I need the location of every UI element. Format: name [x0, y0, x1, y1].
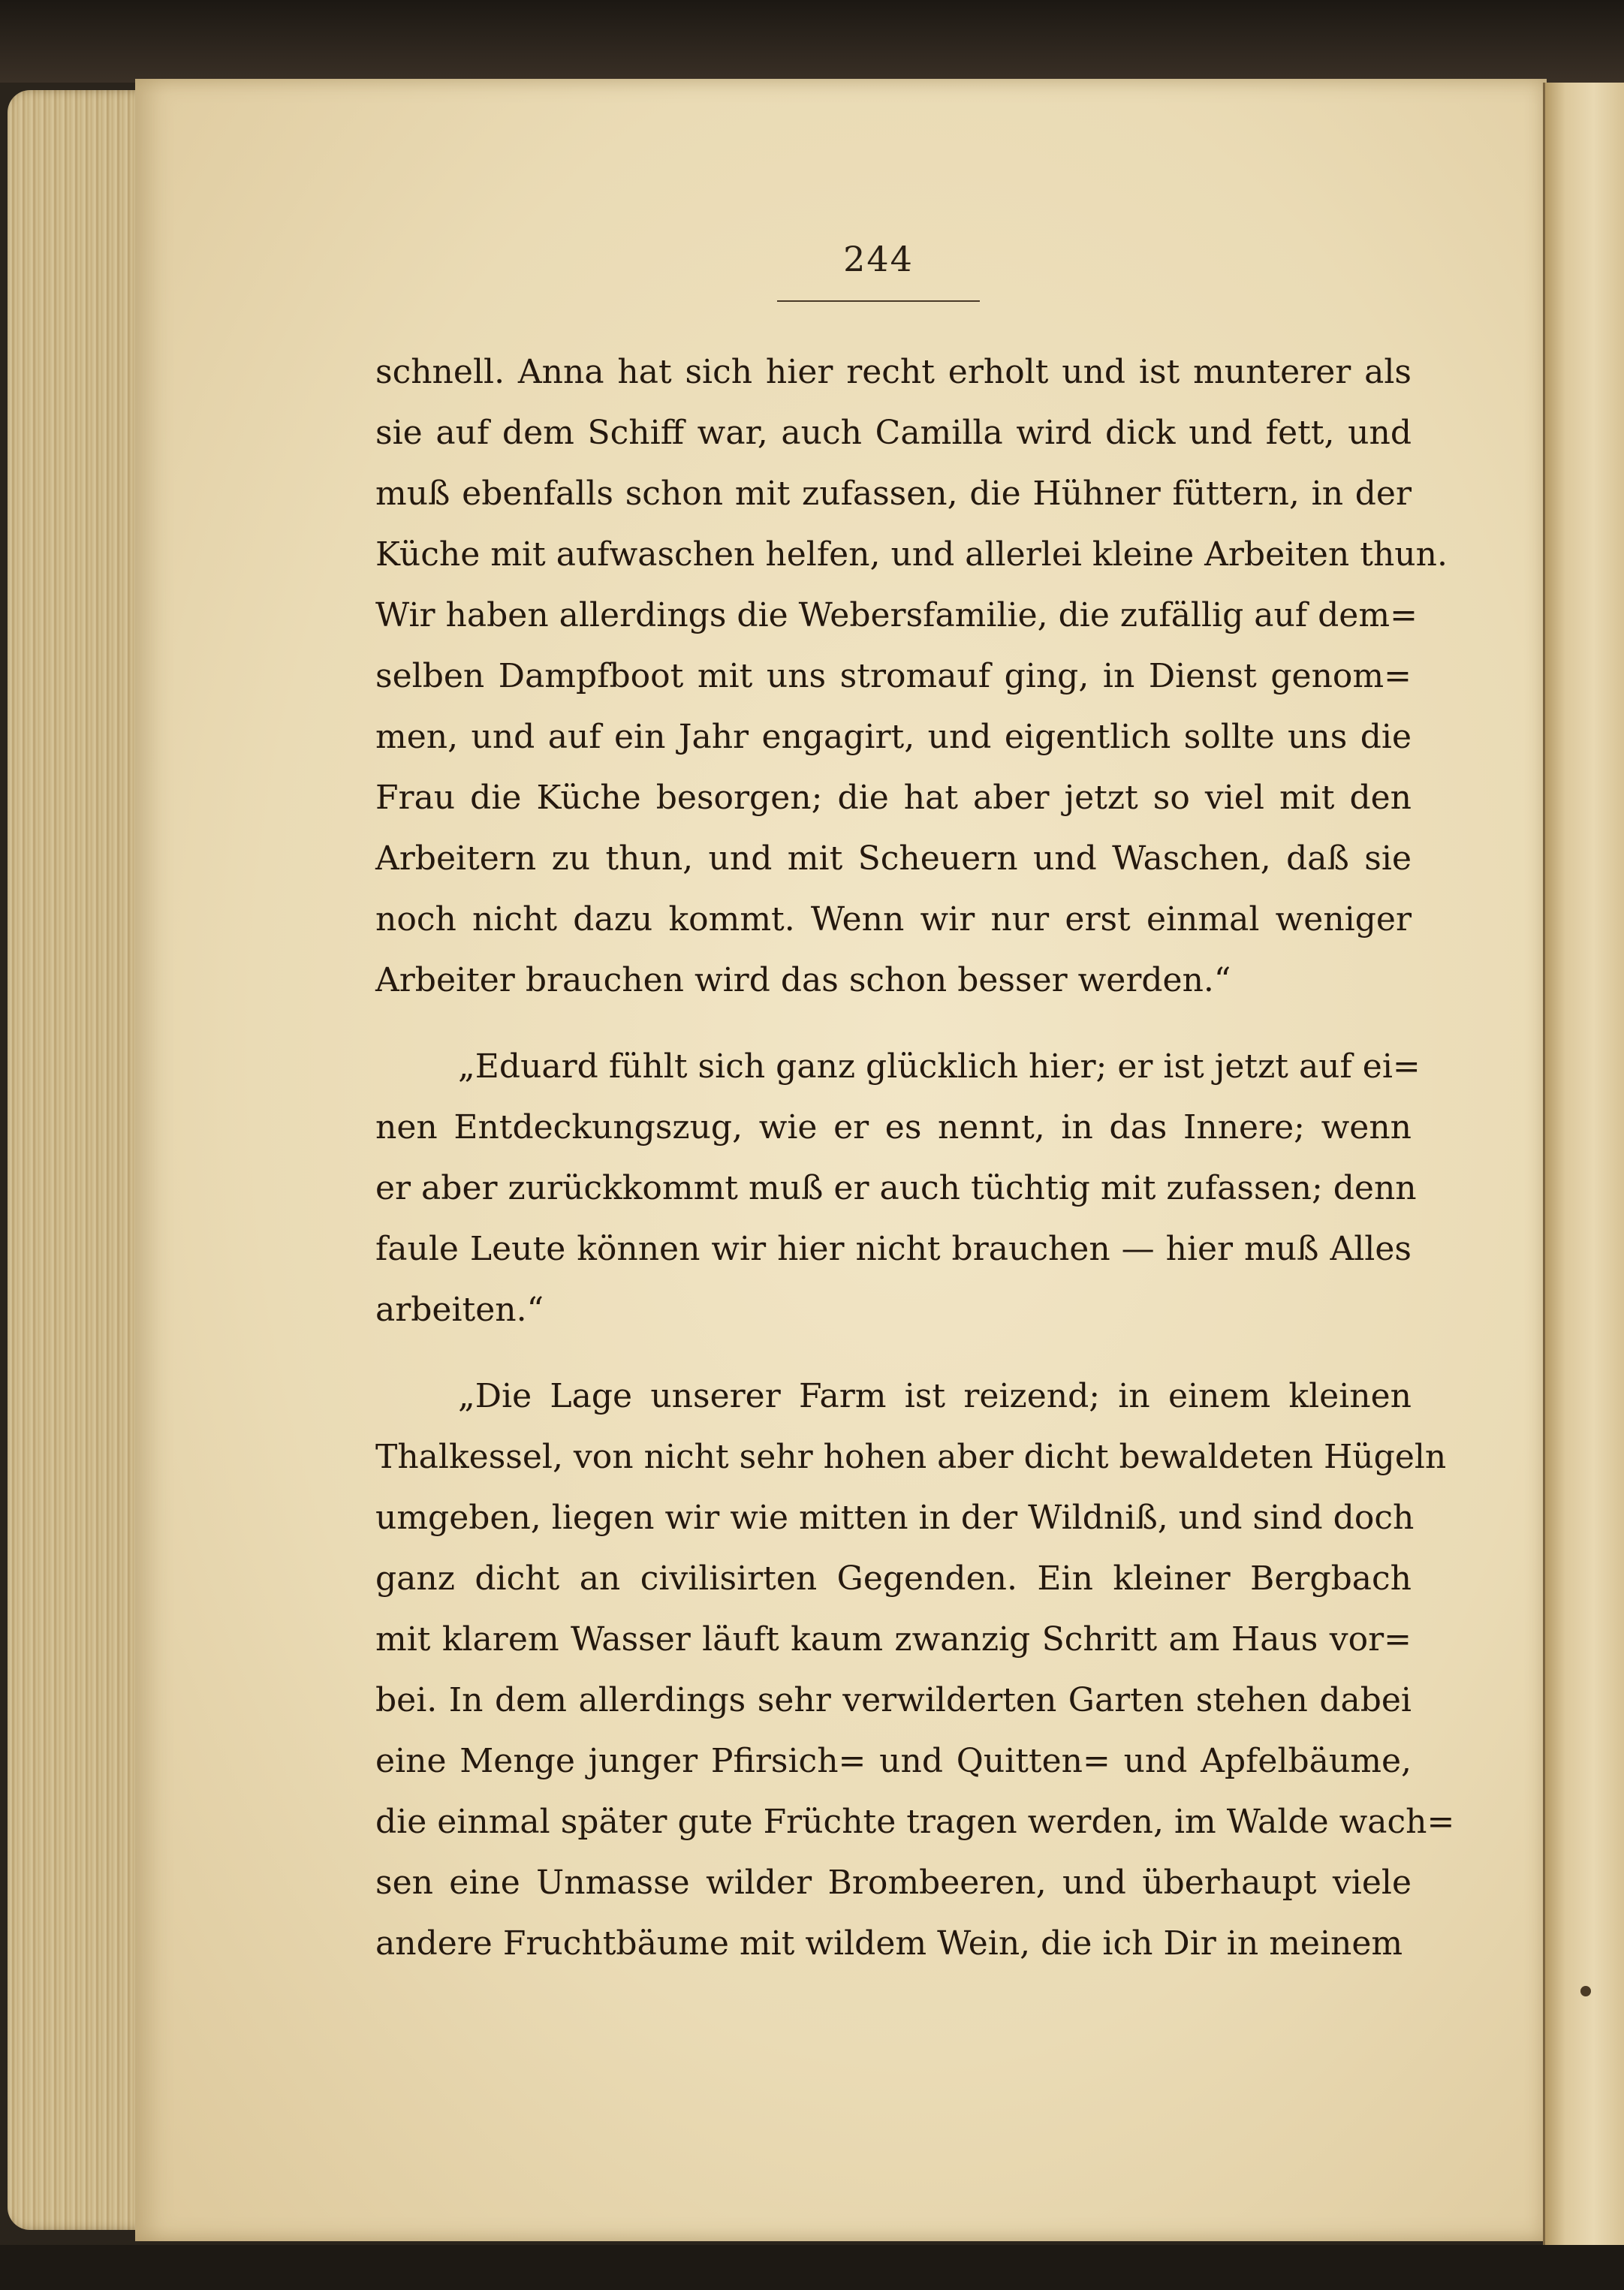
- text-line: ganz dicht an civilisirten Gegenden. Ein kleiner Bergbach: [375, 1559, 1412, 1598]
- text-line: „Die Lage unserer Farm ist reizend; in einem kleinen: [458, 1377, 1412, 1415]
- paragraph: [375, 1366, 1455, 1974]
- text-line: Küche mit aufwaschen helfen, und allerlei kleine Arbeiten thun.: [375, 535, 1448, 574]
- paragraph: [375, 1036, 1421, 1340]
- text-line: sie auf dem Schiff war, auch Camilla wird dick und fett, und: [375, 414, 1412, 452]
- text-line: muß ebenfalls schon mit zufassen, die Hühner füttern, in der: [375, 475, 1412, 513]
- text-line: er aber zurückkommt muß er auch tüchtig mit zufassen; denn: [375, 1169, 1417, 1207]
- ink-spot: [1580, 1986, 1591, 1996]
- facing-page-edge: [1543, 83, 1624, 2245]
- text-line: eine Menge junger Pfirsich= und Quitten= und Apfelbäume,: [375, 1742, 1412, 1780]
- text-line: bei. In dem allerdings sehr verwilderten Garten stehen dabei: [375, 1681, 1412, 1719]
- page-number: 244: [843, 239, 914, 279]
- text-line: mit klarem Wasser läuft kaum zwanzig Schritt am Haus vor=: [375, 1620, 1412, 1659]
- text-line: umgeben, liegen wir wie mitten in der Wildniß, und sind doch: [375, 1499, 1415, 1537]
- text-line: nen Entdeckungszug, wie er es nennt, in das Innere; wenn: [375, 1108, 1412, 1147]
- text-line: schnell. Anna hat sich hier recht erholt und ist munterer als: [375, 353, 1412, 391]
- text-line: selben Dampfboot mit uns stromauf ging, in Dienst genom=: [375, 657, 1412, 695]
- binding-bottom-edge: [0, 2245, 1624, 2290]
- binding-top-edge: [0, 0, 1624, 83]
- text-line: Arbeitern zu thun, und mit Scheuern und Waschen, daß sie: [375, 839, 1412, 878]
- text-line: sen eine Unmasse wilder Brombeeren, und überhaupt viele: [375, 1864, 1412, 1902]
- text-line: men, und auf ein Jahr engagirt, und eigentlich sollte uns die: [375, 718, 1412, 756]
- text-line: die einmal später gute Früchte tragen werden, im Walde wach=: [375, 1803, 1455, 1841]
- text-line: arbeiten.“: [375, 1291, 544, 1329]
- text-line: Frau die Küche besorgen; die hat aber jetzt so viel mit den: [375, 779, 1412, 817]
- text-line: faule Leute können wir hier nicht brauchen — hier muß Alles: [375, 1230, 1412, 1268]
- body-text: [375, 342, 1455, 1974]
- text-line: Wir haben allerdings die Webersfamilie, die zufällig auf dem=: [375, 596, 1418, 634]
- paragraph: [375, 342, 1448, 1011]
- text-line: andere Fruchtbäume mit wildem Wein, die ich Dir in meinem: [375, 1924, 1403, 1963]
- header-rule: [777, 300, 980, 302]
- text-line: noch nicht dazu kommt. Wenn wir nur erst einmal weniger: [375, 900, 1412, 939]
- text-line: „Eduard fühlt sich ganz glücklich hier; er ist jetzt auf ei=: [458, 1047, 1421, 1086]
- text-line: Arbeiter brauchen wird das schon besser werden.“: [375, 961, 1231, 999]
- text-line: Thalkessel, von nicht sehr hohen aber dicht bewaldeten Hügeln: [375, 1438, 1447, 1476]
